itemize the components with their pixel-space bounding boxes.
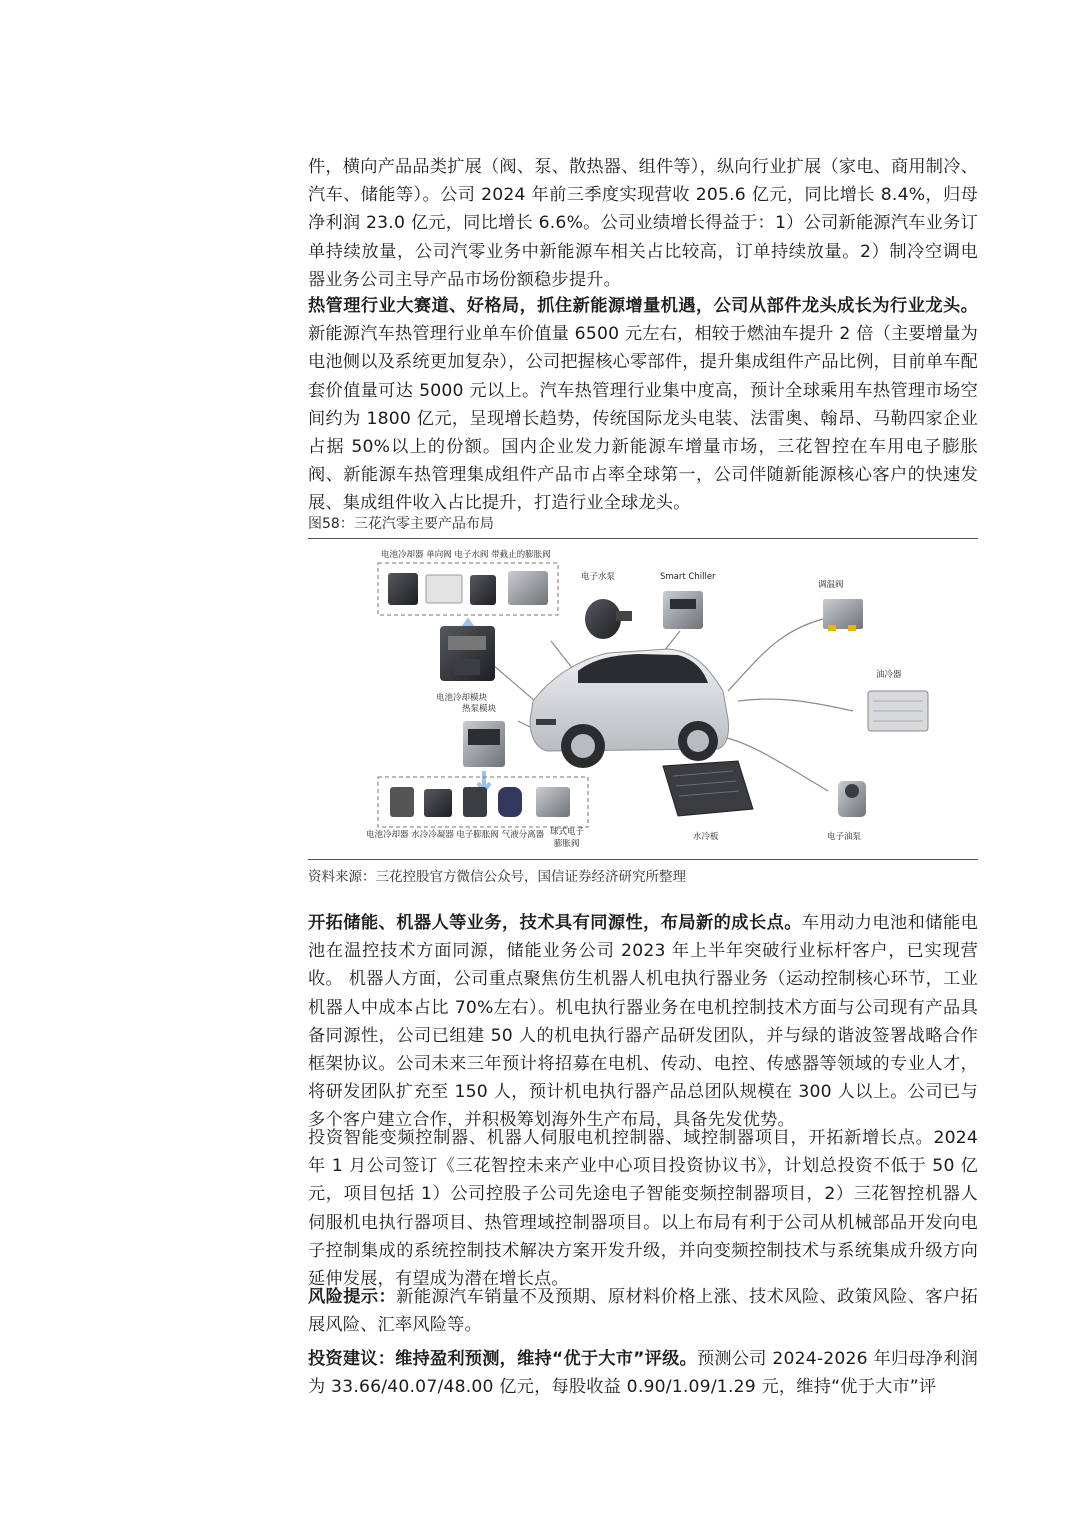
paragraph-heading: 开拓储能、机器人等业务，技术具有同源性，布局新的成长点。 <box>308 913 802 933</box>
paragraph-heading: 风险提示： <box>308 1287 397 1307</box>
oil-pump-label: 电子油泵 <box>827 832 862 842</box>
smart-chiller-label: Smart Chiller <box>660 572 716 582</box>
water-pump <box>581 571 632 639</box>
regulating-valve-label: 调温阀 <box>818 580 844 590</box>
paragraph-body: 车用动力电池和储能电池在温控技术方面同源，储能业务公司 2023 年上半年突破行业标杆客户，已实现营收。 机器人方面，公司重点聚焦仿生机器人机电执行器业务（运动控制核心环节，工业机器人中成本占比 70%左右）。机电执行器业务在电机控制技术方面与公司现有产品具备同源性，公司已组建 50 人的机电执行器产品研发团队，并与绿的谐波签署战略合作框架协议。公司未来三年预计将招募在电机、传动、电控、传感器等领域的专业人才，将研发团队扩充至 150 人，预计机电执行器产品总团队规模在 300 人以上。公司已与多个客户建立合作，并积极筹划海外生产布局，具备先发优势。 <box>308 913 978 1131</box>
paragraph-body: 新能源汽车热管理行业单车价值量 6500 元左右，相较于燃油车提升 2 倍（主要增量为电池侧以及系统更加复杂），公司把握核心零部件，提升集成组件产品比例，目前单车配套价值量可达 5000 元以上。汽车热管理行业集中度高，预计全球乘用车热管理市场空间约为 1800 亿元，呈现增长趋势，传统国际龙头电装、法雷奥、翰昂、马勒四家企业占据 50%以上的份额。国内企业发力新能源车增量市场，三花智控在车用电子膨胀阀、新能源车热管理集成组件产品市占率全球第一，公司伴随新能源核心客户的快速发展、集成组件收入占比提升，打造行业全球龙头。 <box>308 324 978 514</box>
battery-cooling-module <box>436 626 495 703</box>
paragraph-intro-text: 件，横向产品品类扩展（阀、泵、散热器、组件等），纵向行业扩展（家电、商用制冷、汽车、储能等）。公司 2024 年前三季度实现营收 205.6 亿元，同比增长 8.4%，归母净利润 23.0 亿元，同比增长 6.6%。公司业绩增长得益于：1）公司新能源汽车业务订单持续放量，公司汽零业务中新能源车相关占比较高，订单持续放量。2）制冷空调电器业务公司主导产品市场份额稳步提升。 <box>308 157 978 290</box>
paragraph-body: 预测公司 2024-2026 年归母净利润为 33.66/40.07/48.00 亿元，每股收益 0.90/1.09/1.29 元，维持“优于大市”评 <box>308 1349 979 1398</box>
bottom-component-group <box>366 777 588 849</box>
bottom-group-labels: 电池冷却器 水冷冷凝器 电子膨胀阀 气液分离器 <box>366 830 545 840</box>
paragraph-recommendation <box>308 1345 978 1401</box>
ball-valve-label-1: 球式电子 <box>550 827 585 837</box>
ball-valve-label-2: 膨胀阀 <box>554 839 580 849</box>
smart-chiller <box>660 572 716 629</box>
condenser-icon <box>424 789 452 817</box>
product-diagram <box>308 541 978 859</box>
paragraph-investment-projects <box>308 1124 978 1293</box>
paragraph-new-business <box>308 909 978 1135</box>
car-image <box>530 649 729 768</box>
electronic-oil-pump <box>827 781 866 842</box>
ball-valve-icon <box>536 787 570 817</box>
water-cooling-plate <box>663 761 753 842</box>
paragraph-thermal-management <box>308 292 978 518</box>
heat-pump-module <box>462 703 505 791</box>
water-pump-label: 电子水泵 <box>581 572 616 582</box>
figure-product-layout <box>308 513 978 888</box>
paragraph-risk <box>308 1283 978 1339</box>
expansion-valve-icon-2 <box>463 787 487 817</box>
figure-top-rule <box>308 538 978 539</box>
check-valve-icon <box>426 575 462 603</box>
paragraph-heading: 热管理行业大赛道、好格局，抓住新能源增量机遇，公司从部件龙头成长为行业龙头。 <box>308 296 978 316</box>
figure-source: 资料来源：三花控股官方微信公众号，国信证券经济研究所整理 <box>308 869 686 885</box>
connector-regulating-valve <box>728 619 823 691</box>
water-valve-icon <box>470 575 496 605</box>
water-plate-label: 水冷板 <box>693 832 719 842</box>
oil-cooler <box>868 669 928 731</box>
heat-pump-module-label: 热泵模块 <box>462 704 497 714</box>
figure-bottom-rule <box>308 859 978 860</box>
separator-icon <box>498 787 522 817</box>
connector-oil-cooler <box>738 699 853 711</box>
regulating-valve <box>818 579 863 631</box>
battery-module-label: 电池冷却模块 <box>436 693 488 703</box>
paragraph-body: 新能源汽车销量不及预期、原材料价格上涨、技术风险、政策风险、客户拓展风险、汇率风险等。 <box>308 1287 978 1336</box>
battery-chiller-icon <box>388 573 418 605</box>
oil-cooler-label: 油冷器 <box>876 670 902 680</box>
battery-cooler-icon <box>390 787 414 817</box>
expansion-valve-icon <box>508 571 548 605</box>
paragraph-intro <box>308 153 978 294</box>
figure-caption: 图58：三花汽零主要产品布局 <box>308 516 494 532</box>
top-group-labels: 电池冷却器 单向阀 电子水阀 带截止的膨胀阀 <box>381 550 551 560</box>
paragraph-body: 投资智能变频控制器、机器人伺服电机控制器、域控制器项目，开拓新增长点。2024 年 1 月公司签订《三花智控未来产业中心项目投资协议书》，计划总投资不低于 50 亿元，项目包括 1）公司控股子公司先途电子智能变频控制器项目，2）三花智控机器人伺服机电执行器项目、热管理域控制器项目。以上布局有利于公司从机械部品开发向电子控制集成的系统控制技术解决方案开发升级，并向变频控制技术与系统集成升级方向延伸发展，有望成为潜在增长点。 <box>308 1128 978 1290</box>
paragraph-heading: 投资建议：维持盈利预测，维持“优于大市”评级。 <box>308 1349 697 1369</box>
